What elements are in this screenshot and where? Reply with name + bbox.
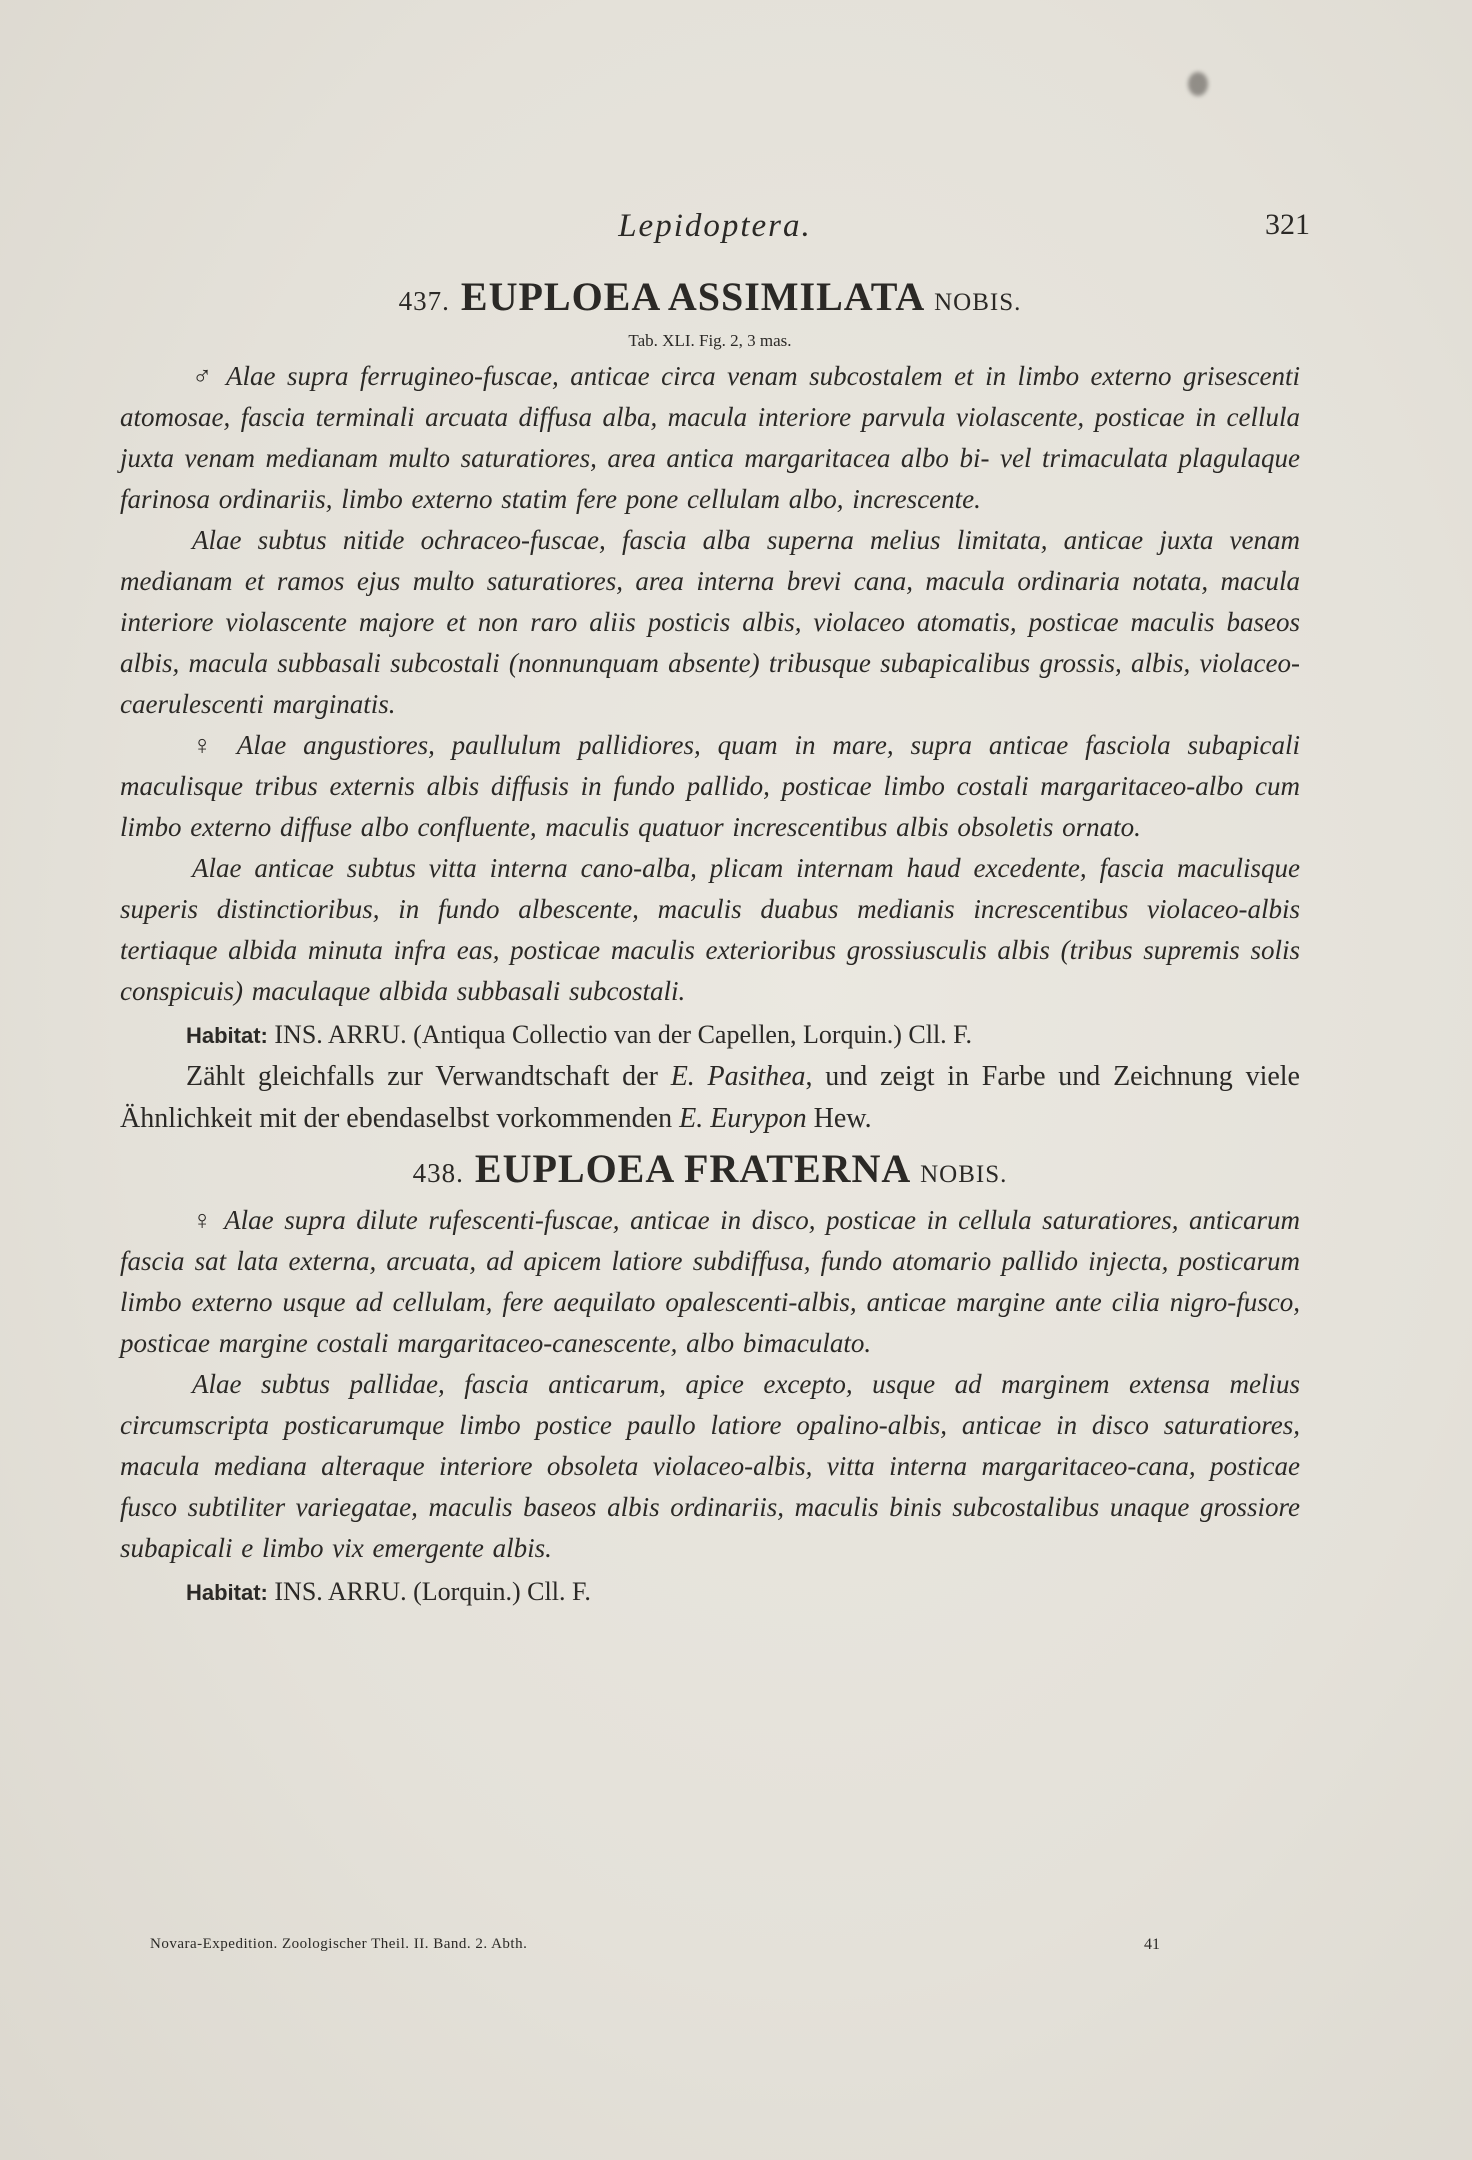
page-footer [150, 1936, 1160, 1966]
description-female-upper [120, 725, 1300, 848]
note-text: Hew. [813, 1103, 872, 1134]
sheet-number: 41 [1144, 1936, 1160, 1953]
habitat-label: Habitat: [186, 1580, 268, 1605]
description-male-under: Alae subtus nitide ochraceo-fuscae, fascia alba superna melius limitata, anticae juxta venam medianam et ramos ejus multo saturatiores, area interna brevi cana, macula ordinaria notata, macula interiore violascente majore et non raro aliis posticis albis, violaceo atomatis, posticae maculis baseos albis, macula subbasali subcostali (nonnunquam absente) tribusque subapicalibus grossis, albis, violaceo-caerulescenti marginatis. [120, 525, 1300, 719]
description-female-under: Alae subtus pallidae, fascia anticarum, apice excepto, usque ad marginem extensa melius circumscripta posticarumque limbo postice paullo latiore opalino-albis, anticae in disco saturatiores, macula mediana alteraque interiore obsoleta violaceo-albis, vitta interna margaritaceo-cana, posticae fusco subtiliter variegatae, maculis baseos albis ordinariis, maculis binis subcostalibus unaque grossiore subapicali e limbo vix emergente albis. [120, 1369, 1300, 1563]
description-text: Alae angustiores, paullulum pallidiores, quam in mare, supra anticae fasciola subapicali maculisque tribus externis albis diffusis in fundo pallido, posticae limbo costali margaritaceo-albo cum limbo externo diffuse albo confluente, maculis quatuor increscentibus albis obsoletis ornato. [120, 730, 1300, 842]
note-species-1: E. Pasithea [670, 1061, 806, 1092]
page-number: 321 [1265, 208, 1310, 241]
species-name: EUPLOEA FRATERNA [474, 1146, 910, 1191]
running-head [120, 208, 1310, 248]
habitat-line [120, 1571, 1300, 1613]
species-entry-437 [120, 272, 1300, 1140]
species-author: NOBIS. [934, 289, 1022, 316]
habitat-label: Habitat: [186, 1023, 268, 1048]
ink-spot [1188, 72, 1208, 96]
footer-signature: Novara-Expedition. Zoologischer Theil. II. Band. 2. Abth. [150, 1936, 528, 1952]
female-symbol-icon: ♀ [192, 730, 221, 760]
note-species-2: E. Eurypon [679, 1103, 807, 1134]
habitat-text: INS. ARRU. (Antiqua Collectio van der Capellen, Lorquin.) Cll. F. [274, 1020, 973, 1049]
description-text: Alae supra dilute rufescenti-fuscae, anticae in disco, posticae in cellula saturatiores, anticarum fascia sat lata externa, arcuata, ad apicem latiore subdiffusa, fundo atomario pallido injecta, posticarum limbo externo usque ad cellulam, fere aequilato opalescenti-albis, anticae margine ante cilia nigro-fusco, posticae margine costali margaritaceo-canescente, albo bimaculato. [120, 1205, 1301, 1358]
species-heading [120, 1144, 1300, 1200]
species-entry-438 [120, 1144, 1300, 1613]
species-number: 438. [412, 1158, 464, 1188]
species-number: 437. [398, 286, 450, 316]
plate-reference: Tab. XLI. Fig. 2, 3 mas. [628, 331, 792, 350]
description-text: Alae supra ferrugineo-fuscae, anticae circa venam subcostalem et in limbo externo grisescenti atomosae, fascia terminali arcuata diffusa alba, macula interiore parvula violascente, posticae in cellula juxta venam medianam multo saturatiores, area antica margaritacea albo bi- vel trimaculata plagulaque farinosa ordinariis, limbo externo statim fere pone cellulam albo, increscente. [120, 361, 1300, 514]
species-heading [120, 272, 1300, 328]
description-male-upper [120, 356, 1300, 520]
main-text [120, 272, 1300, 1613]
habitat-text: INS. ARRU. (Lorquin.) Cll. F. [274, 1577, 591, 1606]
german-note [120, 1056, 1300, 1140]
description-female-under: Alae anticae subtus vitta interna cano-alba, plicam internam haud excedente, fascia maculisque superis distinctioribus, in fundo albescente, maculis duabus medianis increscentibus violaceo-albis tertiaque albida minuta infra eas, posticae maculis exterioribus grossiusculis albis (tribus supremis solis conspicuis) maculaque albida subbasali subcostali. [120, 853, 1300, 1006]
note-text: Zählt gleichfalls zur Verwandtschaft der [186, 1061, 658, 1092]
habitat-line [120, 1014, 1300, 1056]
note-text: , und zeigt in Farbe und Zeichnung viele Ähnlichkeit mit der ebendaselbst vorkommenden [120, 1061, 1300, 1134]
description-female-upper [120, 1200, 1300, 1364]
female-symbol-icon: ♀ [192, 1205, 215, 1235]
running-title: Lepidoptera. [618, 208, 812, 244]
species-name: EUPLOEA ASSIMILATA [460, 274, 924, 319]
male-symbol-icon: ♂ [192, 361, 215, 391]
species-author: NOBIS. [920, 1161, 1008, 1188]
